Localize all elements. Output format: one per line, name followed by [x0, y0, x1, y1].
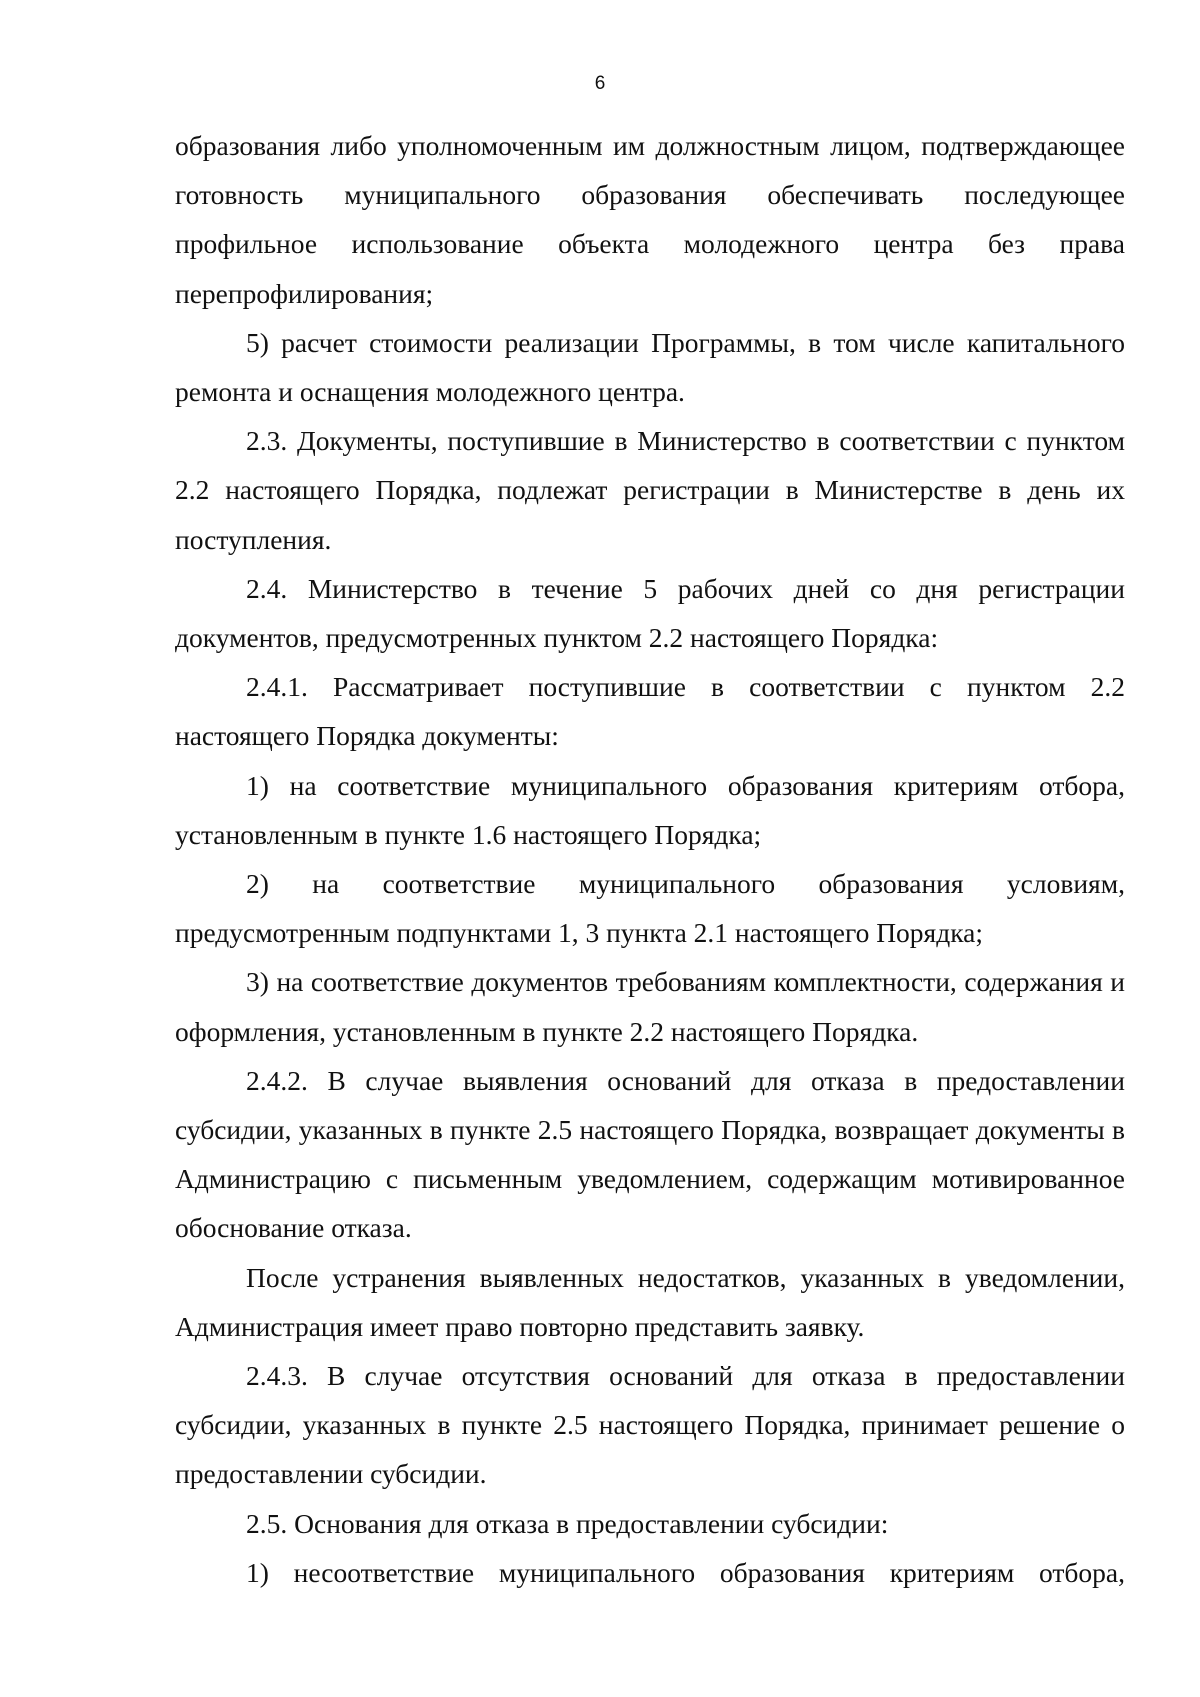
paragraph-2-3: 2.3. Документы, поступившие в Министерство в соответствии с пунктом 2.2 настоящего Порядка, подлежат регистрации в Министерстве в день их поступления. [175, 425, 1125, 555]
paragraph-continuation: образования либо уполномоченным им должностным лицом, подтверждающее готовность муниципального образования обеспечивать последующее профильное использование объекта молодежного центра без права перепрофилирования; [175, 130, 1125, 309]
paragraph-2-4-3: 2.4.3. В случае отсутствия оснований для отказа в предоставлении субсидии, указанных в пункте 2.5 настоящего Порядка, принимает решение о предоставлении субсидии. [175, 1360, 1125, 1490]
paragraph-2-4-1: 2.4.1. Рассматривает поступившие в соответствии с пунктом 2.2 настоящего Порядка документы: [175, 671, 1125, 752]
paragraph-resubmission: После устранения выявленных недостатков, указанных в уведомлении, Администрация имеет право повторно представить заявку. [175, 1261, 1125, 1342]
paragraph-2-4-1-item-3: 3) на соответствие документов требованиям комплектности, содержания и оформления, установленным в пункте 2.2 настоящего Порядка. [175, 966, 1125, 1047]
paragraph-2-4-1-item-1: 1) на соответствие муниципального образования критериям отбора, установленным в пункте 1.6 настоящего Порядка; [175, 769, 1125, 850]
paragraph-2-4: 2.4. Министерство в течение 5 рабочих дней со дня регистрации документов, предусмотренных пунктом 2.2 настоящего Порядка: [175, 572, 1125, 654]
paragraph-2-5: 2.5. Основания для отказа в предоставлении субсидии: [246, 1507, 889, 1539]
paragraph-2-4-1-item-2: 2) на соответствие муниципального образования условиям, предусмотренным подпунктами 1, 3 пункта 2.1 настоящего Порядка; [175, 868, 1125, 949]
paragraph-2-5-item-1: 1) несоответствие муниципального образования критериям отбора, [246, 1556, 1125, 1588]
page-number: 6 [594, 73, 606, 94]
document-body [175, 121, 1125, 1597]
paragraph-item-5: 5) расчет стоимости реализации Программы, в том числе капитального ремонта и оснащения молодежного центра. [175, 326, 1125, 408]
paragraph-2-4-2: 2.4.2. В случае выявления оснований для отказа в предоставлении субсидии, указанных в пункте 2.5 настоящего Порядка, возвращает документы в Администрацию с письменным уведомлением, содержащим мотивированное обоснование отказа. [175, 1064, 1125, 1244]
